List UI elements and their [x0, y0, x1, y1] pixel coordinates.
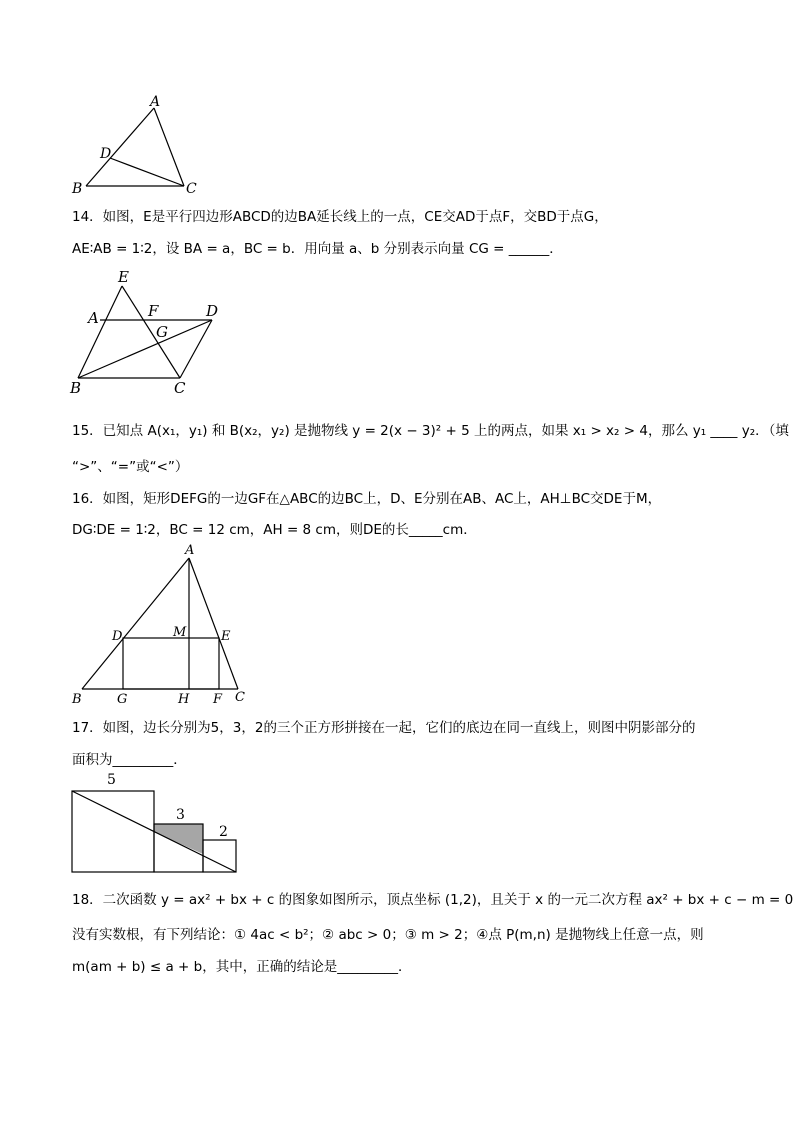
q16-line1: 16．如图，矩形DEFG的一边GF在△ABC的边BC上，D、E分别在AB、AC上，AH⊥BC交DE于M，: [72, 491, 662, 507]
q18-line1: 18．二次函数 y = ax² + bx + c 的图象如图所示，顶点坐标 (1,2)，且关于 x 的一元二次方程 ax² + bx + c − m = 0: [72, 892, 794, 908]
label-A: A: [150, 94, 161, 110]
label-side-3: 3: [176, 807, 185, 823]
label-F: F: [213, 692, 223, 707]
figure-q17-squares: [66, 768, 246, 878]
segment-DC: [180, 320, 212, 378]
label-B: B: [70, 379, 82, 397]
figure-q13: [68, 92, 208, 200]
label-A: A: [185, 543, 195, 558]
label-side-5: 5: [107, 772, 116, 788]
label-C: C: [186, 181, 197, 197]
square-2: [203, 840, 236, 872]
rectangle-DEFG: [123, 638, 219, 689]
label-C: C: [174, 379, 186, 397]
label-C: C: [235, 690, 245, 705]
square-5: [72, 791, 154, 872]
q14-line2: AE∶AB = 1∶2，设 BA = a，BC = b．用向量 a、b 分别表示向量 CG = ______．: [72, 241, 563, 257]
segment-AC: [154, 108, 184, 186]
label-M: M: [173, 625, 187, 640]
figure-q16-triangle-rectangle: [66, 541, 256, 707]
segment-AB: [86, 108, 154, 186]
q18-line2: 没有实数根，有下列结论：① 4ac < b²；② abc > 0；③ m > 2；④点 P(m,n) 是抛物线上任意一点，则: [72, 927, 704, 943]
label-H: H: [178, 692, 190, 707]
label-B: B: [72, 692, 82, 707]
q17-line1: 17．如图，边长分别为5，3，2的三个正方形拼接在一起，它们的底边在同一直线上，则图中阴影部分的: [72, 720, 696, 736]
label-D: D: [112, 629, 123, 644]
figure-q14-parallelogram: [66, 266, 236, 400]
q16-line2: DG∶DE = 1∶2，BC = 12 cm，AH = 8 cm，则DE的长_____cm．: [72, 522, 477, 538]
label-G: G: [117, 692, 128, 707]
label-G: G: [156, 323, 168, 341]
segment-BD: [78, 320, 212, 378]
q14-line1: 14．如图，E是平行四边形ABCD的边BA延长线上的一点，CE交AD于点F，交BD于点G，: [72, 209, 608, 225]
label-E: E: [221, 629, 231, 644]
segment-EC: [122, 286, 180, 378]
label-F: F: [148, 302, 159, 320]
segment-AB: [82, 558, 189, 689]
label-side-2: 2: [219, 824, 228, 840]
q15-line1: 15．已知点 A(x₁，y₁) 和 B(x₂，y₂) 是抛物线 y = 2(x − 3)² + 5 上的两点，如果 x₁ > x₂ > 4，那么 y₁ ____ y₂．（填: [72, 423, 789, 439]
label-A: A: [88, 309, 99, 327]
label-D: D: [206, 302, 219, 320]
segment-DC: [110, 158, 184, 186]
label-E: E: [118, 268, 129, 286]
q15-line2: “>”、“=”或“<”）: [72, 459, 189, 475]
q18-line3: m(am + b) ≤ a + b，其中，正确的结论是_________．: [72, 959, 412, 975]
q17-line2: 面积为_________．: [72, 752, 187, 768]
label-B: B: [72, 181, 83, 197]
segment-AC: [189, 558, 238, 689]
segment-EB: [78, 286, 122, 378]
shaded-region: [154, 824, 203, 854]
label-D: D: [100, 146, 112, 162]
